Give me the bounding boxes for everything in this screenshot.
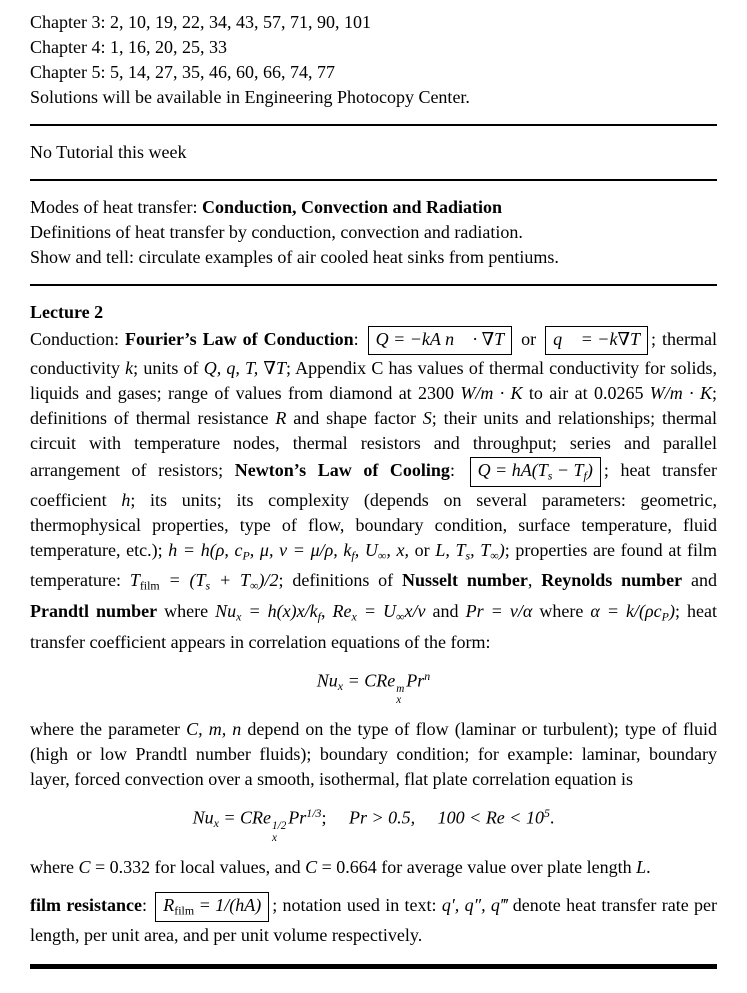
text-run: )/2 (258, 570, 279, 591)
text-run: s (205, 579, 211, 594)
text-run: P (242, 548, 250, 563)
text-run: ) (668, 601, 675, 622)
text-run: s (465, 548, 471, 563)
text-run: S (422, 407, 432, 428)
text-run: W/m · K (460, 382, 523, 403)
text-run: Pr (288, 807, 307, 828)
text-run: depend on the type of flow (laminar or turbulent); type of fluid (high or low Prandtl number fluids); boundary condition; for example: laminar, boundary layer, forced convection over a smooth, isothermal, flat plate correlation equation is (30, 719, 717, 790)
text-run: Nu (316, 670, 338, 691)
chapter-5-problems: Chapter 5: 5, 14, 27, 35, 46, 60, 66, 74, 77 (30, 62, 335, 82)
text-run: , (320, 601, 333, 622)
text-run: to air at 0.0265 (522, 382, 650, 403)
text-run: C (78, 856, 91, 877)
text-run: L (636, 856, 647, 877)
text-run: ; heat transfer coefficient (30, 459, 717, 510)
text-run: ; thermal conductivity (30, 329, 717, 378)
text-run: 1/3 (306, 806, 322, 821)
text-run: ; Appendix C has values of thermal conductivity for solids, liquids and gases; range of values from diamond at 2300 (30, 357, 717, 403)
text-run: R (163, 894, 175, 915)
text-run: where (30, 856, 79, 877)
text-run: 100 < (437, 807, 486, 828)
text-run: , U (354, 539, 378, 560)
text-run: : (353, 329, 365, 349)
text-run: , μ, ν = μ/ρ, k (249, 539, 352, 560)
text-run: h (121, 489, 131, 510)
boxed-equation (155, 892, 269, 922)
text-run: ) (498, 539, 505, 560)
text-run: Nu (192, 807, 214, 828)
text-run: Nusselt number (402, 570, 528, 591)
text-run: ; notation used in text: (272, 894, 442, 915)
text-run: f (583, 468, 587, 483)
solutions-note: Solutions will be available in Engineering Photocopy Center. (30, 87, 470, 107)
text-run: Conduction: (30, 329, 125, 349)
chapter-4-problems: Chapter 4: 1, 16, 20, 25, 33 (30, 37, 227, 57)
text-run: or (515, 329, 543, 349)
display-equation-nusselt-correlation (30, 664, 717, 708)
text-run: + (210, 570, 240, 591)
text-run: and (682, 570, 718, 591)
text-run: = 0.664 for average value over plate length (317, 856, 637, 877)
text-run: Q = hA(T (477, 459, 548, 480)
paragraph-flow-parameters (30, 717, 717, 792)
no-tutorial-note: No Tutorial this week (30, 142, 187, 162)
text-run: Reynolds number (541, 570, 683, 591)
text-run: denote heat transfer rate per length, per unit area, and per unit volume respectively. (30, 894, 717, 946)
text-run: = ( (159, 570, 196, 591)
text-run: ; (321, 807, 349, 828)
text-run: , x, (386, 539, 415, 560)
text-run: x (236, 609, 242, 624)
text-run: x (213, 816, 219, 831)
text-run: T (129, 570, 140, 591)
text-run: > 0.5, (367, 807, 416, 828)
text-run: ; definitions of (278, 570, 403, 591)
section-divider-2 (30, 179, 717, 181)
text-run: Pr = ν/α (465, 601, 533, 622)
text-run: Nu (215, 601, 237, 622)
text-run: m x (396, 682, 405, 707)
text-run: ∞ (377, 548, 387, 563)
text-run: C, m, n (186, 719, 242, 740)
text-run: where the parameter (30, 719, 187, 740)
text-run (415, 808, 438, 828)
text-run: : (141, 894, 153, 915)
text-run: Pr (406, 670, 425, 691)
text-run: = U (356, 601, 397, 622)
text-run: Q, q, T, ∇T (203, 357, 286, 378)
text-run: h = h(ρ, c (168, 539, 243, 560)
section-divider-1 (30, 124, 717, 126)
text-run: ; their units and relationships; thermal circuit with temperature nodes, thermal resistors and throughput; series and parallel arrangement of resistors; (30, 407, 717, 480)
text-run: film resistance (30, 894, 142, 915)
text-run: ∞ (490, 548, 499, 563)
text-run: = 0.332 for local values, and (90, 856, 306, 877)
text-run: R (275, 407, 287, 428)
text-run: ; properties are found at film temperature: (30, 539, 717, 591)
text-run: C (305, 856, 318, 877)
modes-section (30, 195, 717, 270)
text-run: , T (470, 539, 491, 560)
text-run: x/ν (404, 601, 426, 622)
text-run: Re (485, 807, 505, 828)
text-run: f (351, 548, 355, 563)
text-run: T (239, 570, 250, 591)
boxed-equation (470, 457, 601, 487)
lecture-2-paragraph-1 (30, 325, 717, 655)
text-run: , (527, 570, 542, 591)
paragraph-c-values (30, 855, 717, 880)
text-run: W/m · K (649, 382, 712, 403)
text-run: Fourier’s Law of Conduction (125, 329, 354, 349)
text-run: and shape factor (286, 407, 423, 428)
bottom-rule (30, 964, 717, 969)
lecture-2-section (30, 300, 717, 948)
text-run: = h(x)x/k (241, 601, 318, 622)
text-run: Modes of heat transfer: (30, 197, 202, 217)
text-run: q⃗ = −k∇T (553, 329, 641, 349)
text-run: x (351, 609, 357, 624)
text-run: = CRe (218, 807, 272, 828)
text-run: and (425, 601, 466, 622)
film-resistance-paragraph (30, 891, 717, 948)
homework-section (30, 10, 717, 110)
text-run: 5 (543, 806, 550, 821)
text-run: or (414, 539, 436, 560)
boxed-equation (545, 326, 648, 355)
lecture-2-heading: Lecture 2 (30, 302, 104, 322)
text-run: = 1/(hA) (194, 894, 262, 915)
text-run: s (547, 468, 553, 483)
definitions-line: Definitions of heat transfer by conduction, convection and radiation. (30, 222, 523, 242)
text-run: n (424, 668, 431, 683)
text-run: Q = −kA n⃗ · ∇T (375, 329, 505, 349)
text-run: Re (332, 601, 352, 622)
text-run: x (337, 678, 344, 693)
text-run: ; heat transfer coefficient appears in correlation equations of the form: (30, 601, 717, 652)
text-run: f (317, 609, 321, 624)
modes-heading-line (30, 195, 717, 220)
text-run: Prandtl number (30, 601, 158, 622)
text-run: < 10 (504, 807, 544, 828)
text-run: ∞ (250, 579, 259, 594)
section-divider-3 (30, 284, 717, 286)
show-and-tell-line: Show and tell: circulate examples of air cooled heat sinks from pentiums. (30, 247, 559, 267)
text-run: where (157, 601, 216, 622)
text-run: − T (552, 459, 584, 480)
text-run: . (549, 807, 555, 828)
text-run: Pr (349, 807, 367, 828)
text-run: film (174, 903, 195, 918)
text-run: ; its units; its complexity (depends on several parameters: geometric, thermophysical properties, type of flow, boundary condition, surface temperature, fluid temperature, etc.); (30, 489, 717, 560)
text-run: P (661, 609, 669, 624)
text-run: T (195, 570, 206, 591)
text-run: ∞ (396, 609, 405, 624)
boxed-equation (368, 326, 513, 355)
text-run: = CRe (343, 670, 396, 691)
text-run: 1/2 x (272, 820, 287, 844)
text-run: : (449, 459, 467, 480)
text-run: ; units of (133, 357, 204, 378)
display-equation-flat-plate (30, 801, 717, 845)
text-run: Conduction, Convection and Radiation (201, 197, 503, 217)
text-run: ) (586, 459, 593, 480)
text-run: L, T (435, 539, 466, 560)
text-run: k (125, 357, 134, 378)
text-run: where (532, 601, 591, 622)
text-run: . (646, 856, 651, 877)
text-run: ; definitions of thermal resistance (30, 382, 718, 428)
text-run: α = k/(ρc (590, 601, 662, 622)
text-run: q′, q″, q‴ (441, 894, 508, 915)
text-run: film (139, 579, 160, 594)
text-run: Newton’s Law of Cooling (234, 459, 450, 480)
chapter-3-problems: Chapter 3: 2, 10, 19, 22, 34, 43, 57, 71, 90, 101 (30, 12, 371, 32)
